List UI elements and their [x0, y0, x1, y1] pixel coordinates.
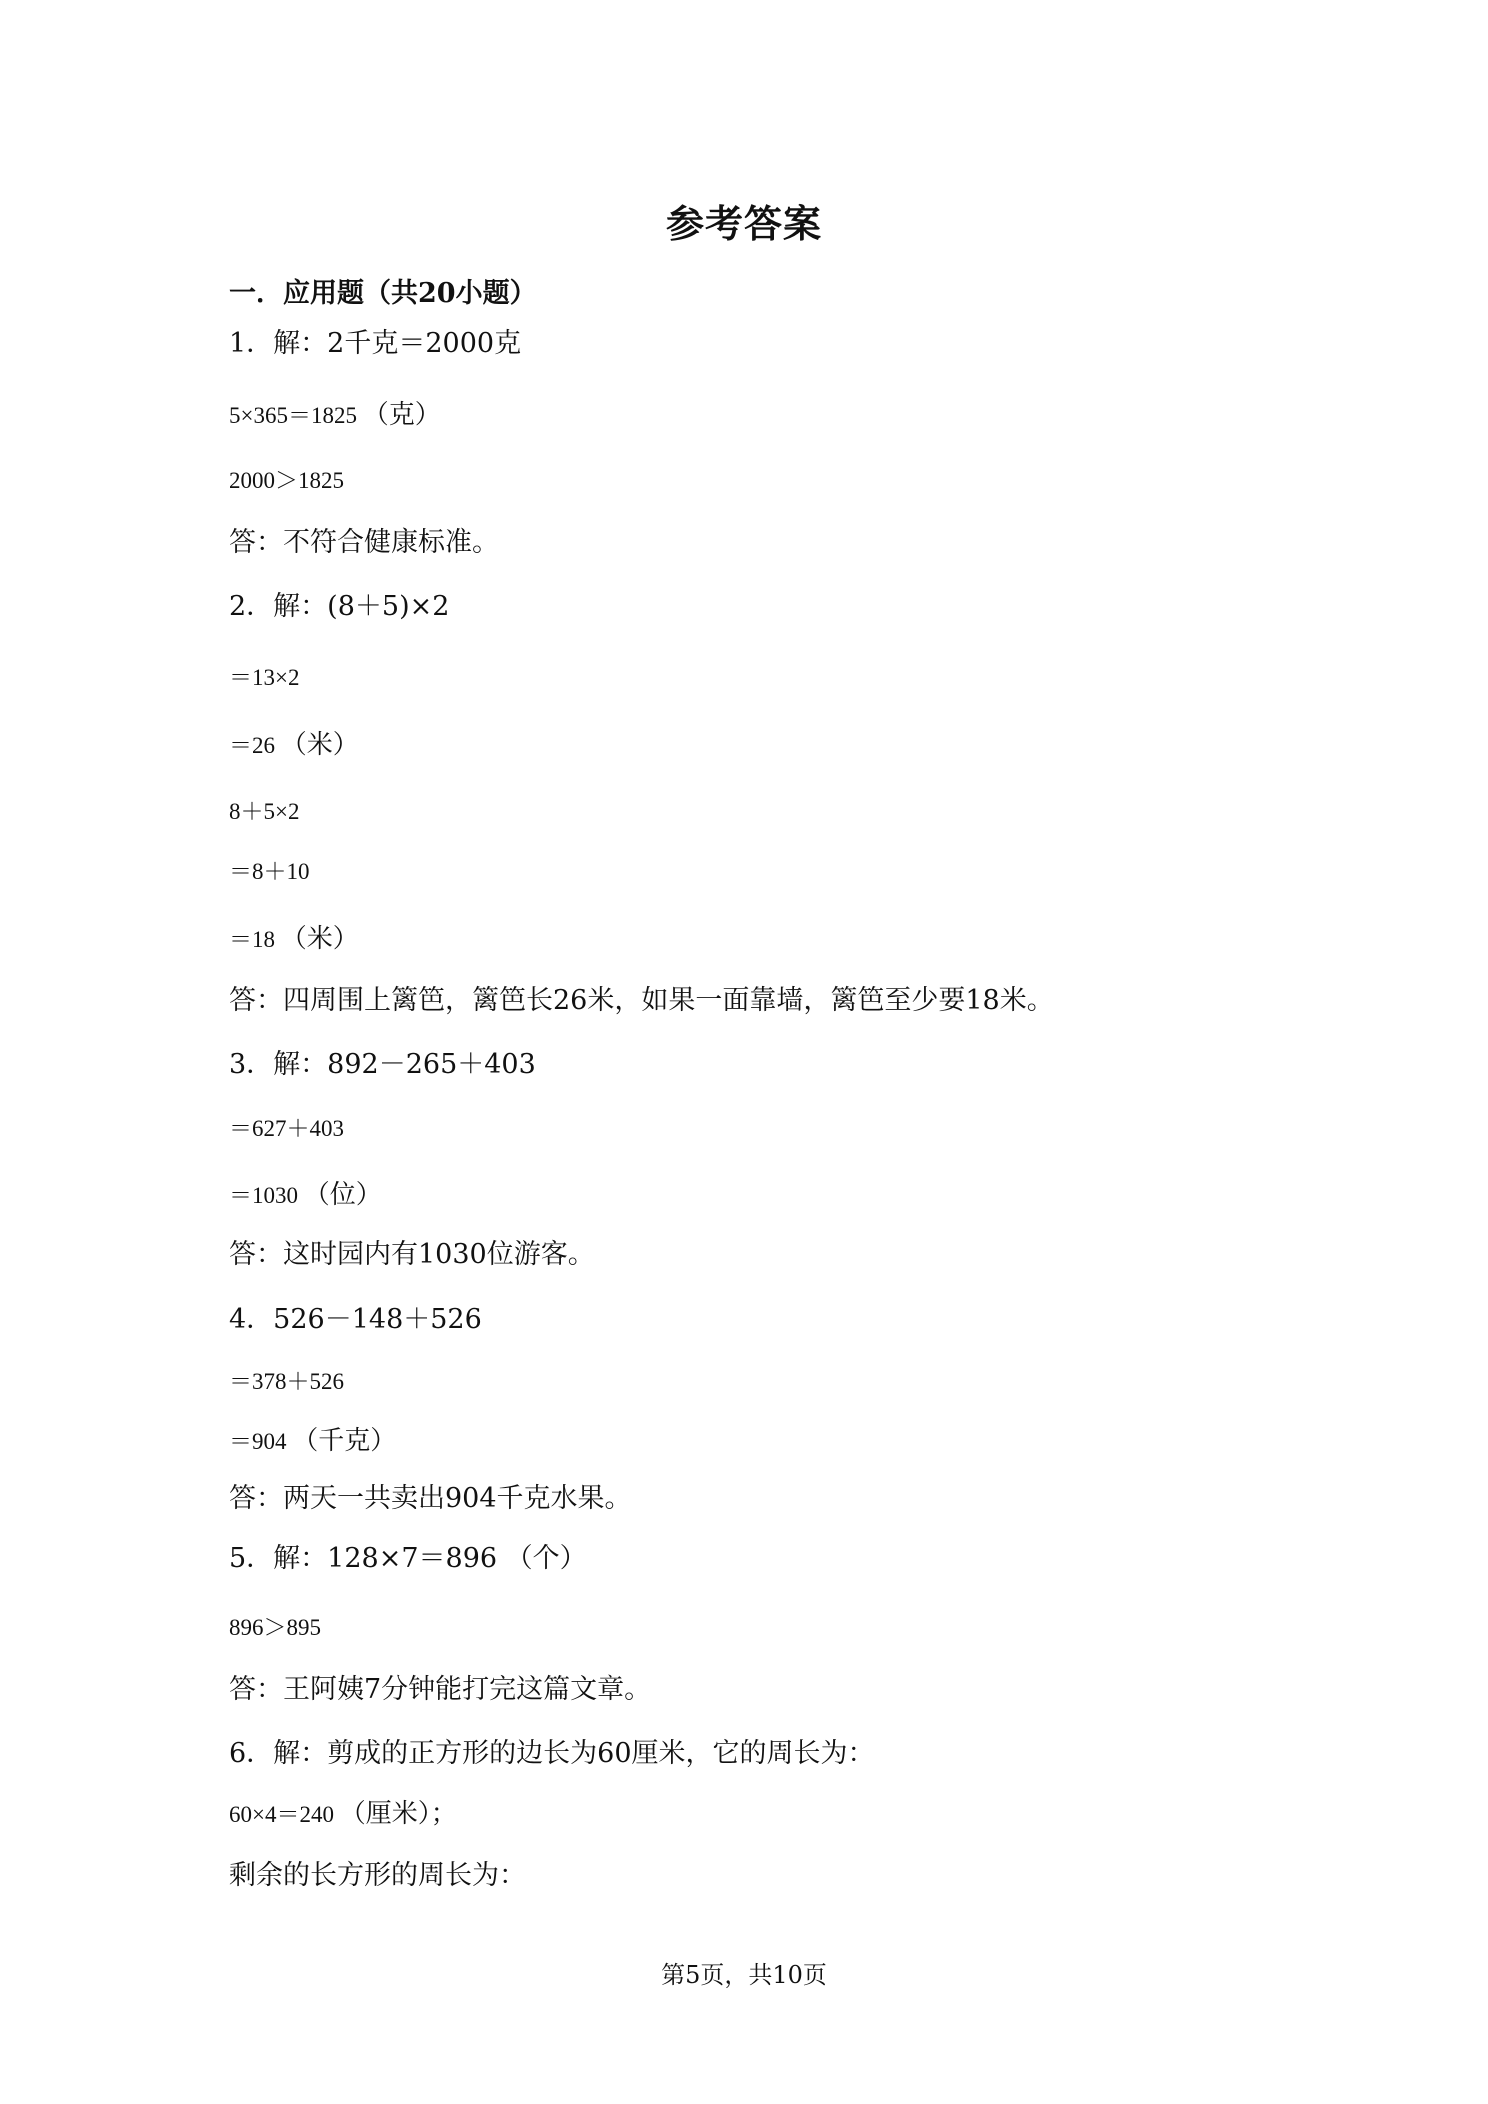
answer-line: 6．解：剪成的正方形的边长为60厘米，它的周长为： — [229, 1738, 875, 1769]
answer-line: 3．解：892－265＋403 — [229, 1049, 536, 1080]
answer-line: ＝904 （千克） — [229, 1426, 397, 1456]
answer-line: 剩余的长方形的周长为： — [229, 1860, 526, 1891]
page-footer: 第5页，共10页 — [661, 1961, 827, 1989]
answer-line: 896＞895 — [229, 1615, 321, 1640]
answer-line: 答：不符合健康标准。 — [229, 527, 499, 558]
answer-line: 答：这时园内有1030位游客。 — [229, 1239, 595, 1270]
answer-line: ＝26 （米） — [229, 730, 359, 760]
answer-line: 60×4＝240 （厘米）； — [229, 1799, 457, 1829]
answer-line: 答：王阿姨7分钟能打完这篇文章。 — [229, 1674, 652, 1705]
answer-line: 4．526－148＋526 — [229, 1304, 482, 1335]
answer-line: 5．解：128×7＝896 （个） — [229, 1543, 587, 1574]
answer-line: 8＋5×2 — [229, 799, 300, 824]
answer-line: ＝378＋526 — [229, 1369, 344, 1394]
answer-line: 1．解：2千克＝2000克 — [229, 328, 522, 359]
answer-line: 答：四周围上篱笆，篱笆长26米，如果一面靠墙，篱笆至少要18米。 — [229, 985, 1054, 1016]
answer-line: 5×365＝1825 （克） — [229, 400, 441, 430]
section-heading: 一．应用题（共20小题） — [229, 278, 537, 309]
page-title: 参考答案 — [665, 201, 822, 246]
answer-line: ＝1030 （位） — [229, 1180, 382, 1210]
answer-line: ＝13×2 — [229, 665, 300, 690]
answer-line: ＝18 （米） — [229, 924, 359, 954]
answer-line: ＝8＋10 — [229, 859, 310, 884]
answer-line: 答：两天一共卖出904千克水果。 — [229, 1483, 632, 1514]
answer-line: 2．解：(8＋5)×2 — [229, 591, 450, 622]
answer-line: 2000＞1825 — [229, 468, 344, 493]
answer-line: ＝627＋403 — [229, 1116, 344, 1141]
